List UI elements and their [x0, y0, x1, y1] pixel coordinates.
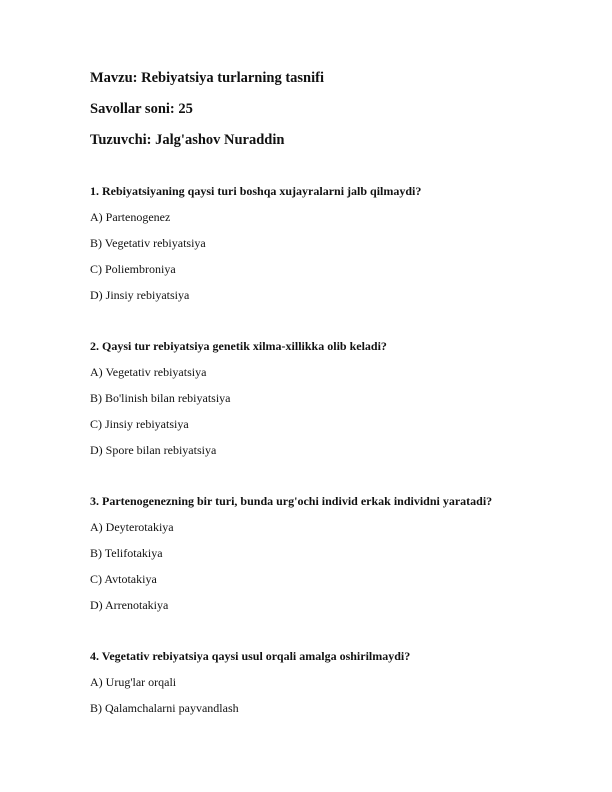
author-line: Tuzuvchi: Jalg'ashov Nuraddin [90, 132, 285, 148]
question-3-title: 3. Partenogenezning bir turi, bunda urg'ochi individ erkak individni yaratadi? [90, 494, 493, 508]
question-3-option-d: D) Arrenotakiya [90, 598, 169, 612]
question-2-option-d: D) Spore bilan rebiyatsiya [90, 443, 217, 457]
question-2-title: 2. Qaysi tur rebiyatsiya genetik xilma-xillikka olib keladi? [90, 339, 387, 353]
question-3-option-a: A) Deyterotakiya [90, 520, 174, 534]
question-1-option-b: B) Vegetativ rebiyatsiya [90, 236, 206, 250]
question-count-line: Savollar soni: 25 [90, 101, 193, 117]
question-1-option-c: C) Poliembroniya [90, 262, 176, 276]
question-3-option-c: C) Avtotakiya [90, 572, 157, 586]
question-2-option-b: B) Bo'linish bilan rebiyatsiya [90, 391, 231, 405]
question-1-title: 1. Rebiyatsiyaning qaysi turi boshqa xujayralarni jalb qilmaydi? [90, 184, 422, 198]
question-1-option-d: D) Jinsiy rebiyatsiya [90, 288, 190, 302]
question-4-title: 4. Vegetativ rebiyatsiya qaysi usul orqali amalga oshirilmaydi? [90, 649, 411, 663]
question-3-option-b: B) Telifotakiya [90, 546, 163, 560]
question-1-option-a: A) Partenogenez [90, 210, 171, 224]
question-4-option-a: A) Urug'lar orqali [90, 675, 177, 689]
question-2-option-a: A) Vegetativ rebiyatsiya [90, 365, 207, 379]
question-4-option-b: B) Qalamchalarni payvandlash [90, 701, 239, 715]
topic-line: Mavzu: Rebiyatsiya turlarning tasnifi [90, 70, 325, 86]
question-2-option-c: C) Jinsiy rebiyatsiya [90, 417, 189, 431]
